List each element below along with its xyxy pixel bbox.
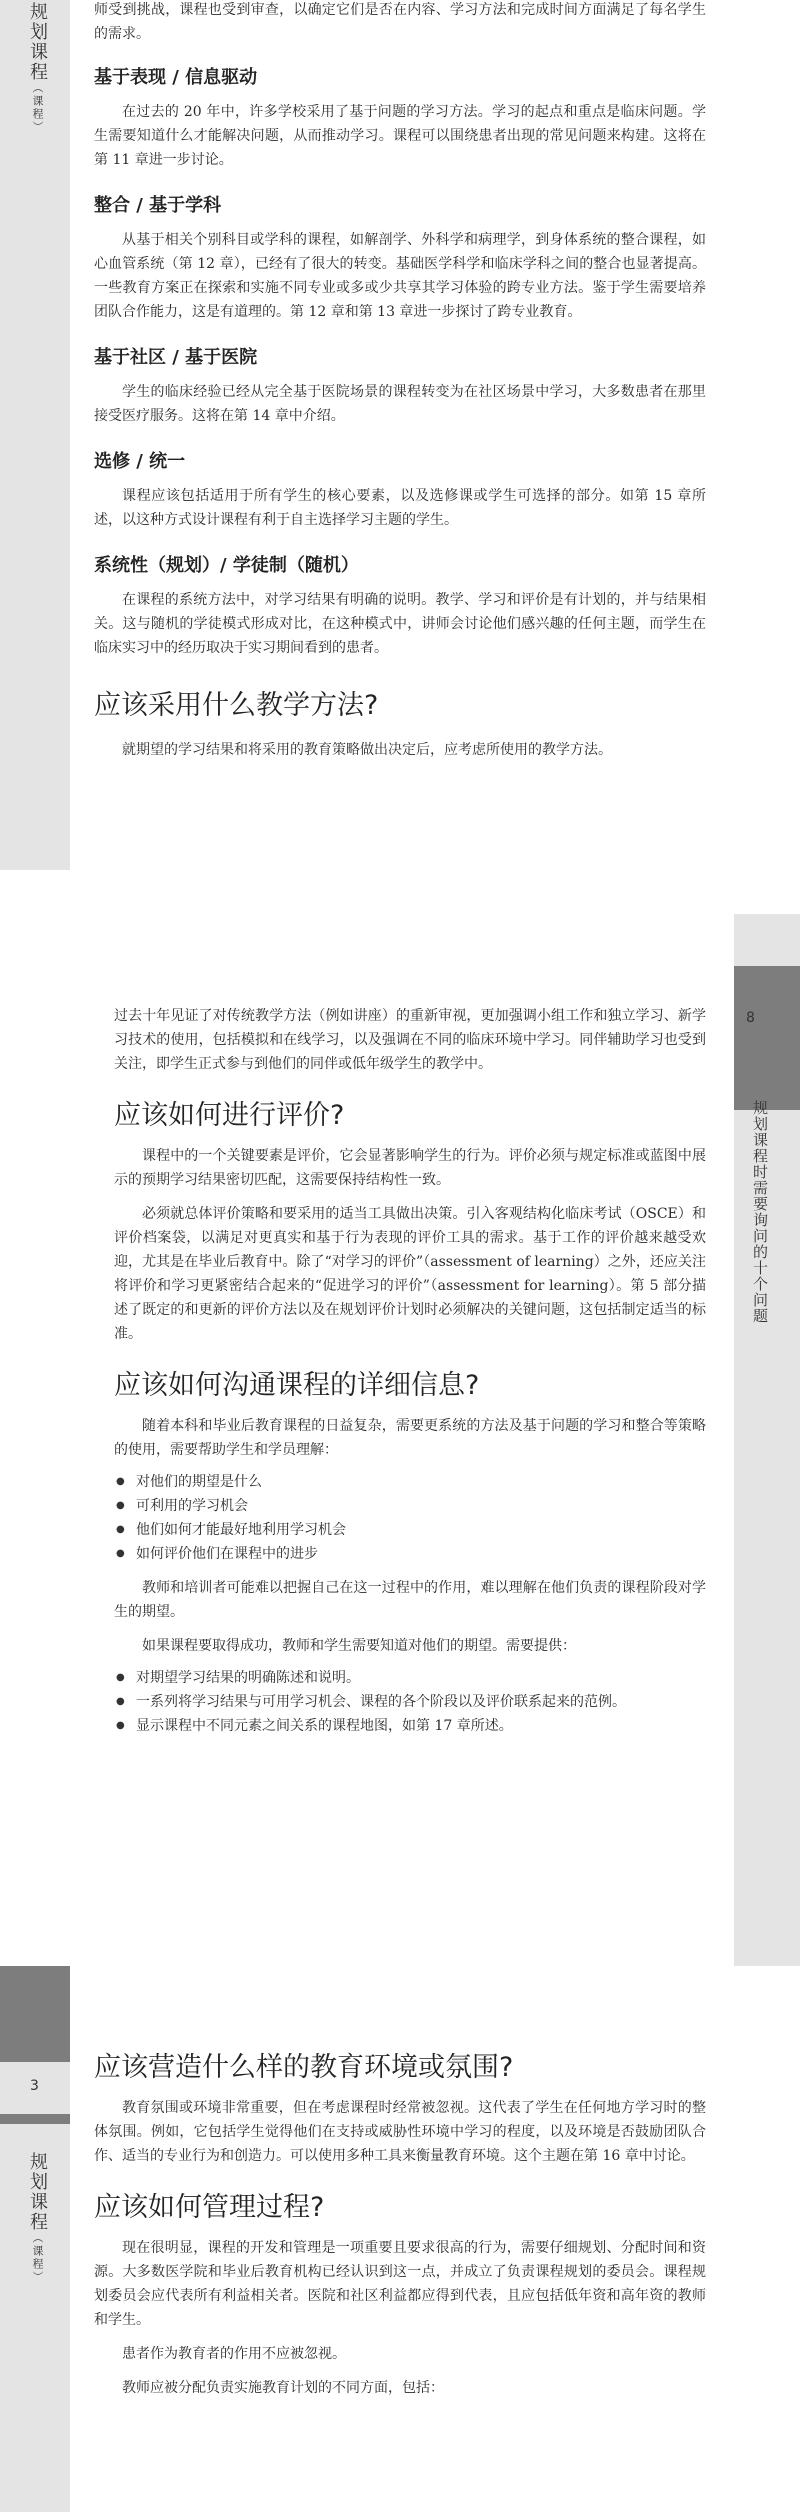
section-paragraph: 学生的临床经验已经从完全基于医院场景的课程转变为在社区场景中学习，大多数患者在那里接受医疗服务。这将在第 14 章中介绍。 (94, 384, 706, 424)
section-heading: 整合 / 基于学科 (94, 195, 222, 216)
environment-paragraph: 教育氛围或环境非常重要，但在考虑课程时经常被忽视。这代表了学生在任何地方学习时的整体氛围。例如，它包括学生觉得他们在支持或威胁性环境中学习的程度，以及环境是否鼓励团队合作、适当的专业行为和创造力。可以使用多种工具来衡量教育环境。这个主题在第 16 章中讨论。 (94, 2100, 706, 2164)
left-chapter-title: 规划课程 (27, 2, 48, 82)
section-heading: 基于社区 / 基于医院 (94, 347, 258, 368)
management-heading: 应该如何管理过程? (94, 2192, 325, 2223)
section-heading: 基于表现 / 信息驱动 (94, 67, 258, 88)
right-chapter-title: 规划课程时需要询问的十个问题 (751, 1100, 769, 1324)
assessment-paragraph-2: 必须就总体评价策略和要采用的适当工具做出决策。引入客观结构化临床考试（OSCE）和评价档案袋，以满足对更真实和基于行为表现的评价工具的需求。基于工作的评价越来越受欢迎，尤其是在毕业后教育中。除了“对学习的评价”（assessment of learning）之外，还应关注将评价和学习更紧密结合起来的“促进学习的评价”（assessment for learning）。第 5 部分描述了既定的和更新的评价方法以及在规划评价计划时必须解决的关键问题，这包括制定适当的标准。 (114, 1206, 706, 1342)
section-heading: 选修 / 统一 (94, 451, 186, 472)
teaching-methods-paragraph: 就期望的学习结果和将采用的教育策略做出决定后，应考虑所使用的教学方法。 (122, 742, 612, 758)
teaching-methods-heading: 应该采用什么教学方法? (94, 690, 379, 721)
list-item: ● 显示课程中不同元素之间关系的课程地图，如第 17 章所述。 (136, 1714, 706, 1738)
list-item: ● 他们如何才能最好地利用学习机会 (136, 1518, 706, 1542)
list-item: ● 如何评价他们在课程中的进步 (136, 1542, 706, 1566)
left-strip-dark (0, 1966, 70, 2062)
right-chapter-number: 8 (746, 1010, 755, 1026)
page-one (0, 0, 800, 870)
list-item: ● 对他们的期望是什么 (136, 1470, 706, 1494)
section-paragraph: 从基于相关个别科目或学科的课程，如解剖学、外科学和病理学，到身体系统的整合课程，如心血管系统（第 12 章），已经有了很大的转变。基础医学科学和临床学科之间的整合也显著提高。一些教育方案正在探索和实施不同专业或多或少共享其学习体验的跨专业方法。鉴于学生需要培养团队合作能力，这是有道理的。第 12 章和第 13 章进一步探讨了跨专业教育。 (94, 232, 706, 320)
environment-heading: 应该营造什么样的教育环境或氛围? (94, 2052, 514, 2083)
page-two (0, 870, 800, 1966)
left-chapter-subtitle: （课程） (31, 2232, 44, 2284)
list-item: ● 可利用的学习机会 (136, 1494, 706, 1518)
management-paragraph-1: 现在很明显，课程的开发和管理是一项重要且要求很高的行为，需要仔细规划、分配时间和资源。大多数医学院和毕业后教育机构已经认识到这一点，并成立了负责课程规划的委员会。课程规划委员会应代表所有利益相关者。医院和社区利益都应得到代表，且应包括低年资和高年资的教师和学生。 (94, 2240, 706, 2328)
page-three (0, 1966, 800, 2512)
communication-paragraph-2: 教师和培训者可能难以把握自己在这一过程中的作用，难以理解在他们负责的课程阶段对学生的期望。 (114, 1580, 706, 1620)
assessment-heading: 应该如何进行评价? (114, 1100, 345, 1131)
right-strip-top (734, 914, 800, 966)
communication-paragraph-3: 如果课程要取得成功，教师和学生需要知道对他们的期望。需要提供： (142, 1638, 576, 1654)
right-strip-dark (734, 966, 800, 1110)
communication-paragraph-1: 随着本科和毕业后教育课程的日益复杂，需要更系统的方法及基于问题的学习和整合等策略的使用，需要帮助学生和学员理解： (114, 1418, 706, 1458)
left-chapter-label (24, 2152, 50, 2284)
section-paragraph: 课程应该包括适用于所有学生的核心要素，以及选修课或学生可选择的部分。如第 15 章所述，以这种方式设计课程有利于自主选择学习主题的学生。 (94, 488, 706, 528)
management-paragraph-2: 患者作为教育者的作用不应被忽视。 (122, 2346, 346, 2362)
section-paragraph: 在过去的 20 年中，许多学校采用了基于问题的学习方法。学习的起点和重点是临床问题。学生需要知道什么才能解决问题，从而推动学习。课程可以围绕患者出现的常见问题来构建。这将在第 11 章进一步讨论。 (94, 104, 706, 168)
assessment-paragraph-1: 课程中的一个关键要素是评价，它会显著影响学生的行为。评价必须与规定标准或蓝图中展示的预期学习结果密切匹配，这需要保持结构性一致。 (114, 1148, 706, 1188)
page-one-body (94, 0, 706, 762)
left-chapter-label (24, 2, 50, 134)
page-three-body (94, 2052, 706, 2400)
list-item: ● 一系列将学习结果与可用学习机会、课程的各个阶段以及评价联系起来的范例。 (136, 1690, 706, 1714)
management-paragraph-3: 教师应被分配负责实施教育计划的不同方面，包括： (122, 2380, 444, 2396)
section-heading: 系统性（规划）/ 学徒制（随机） (94, 555, 359, 576)
left-chapter-number: 3 (30, 2078, 39, 2094)
left-strip-divider (0, 2114, 70, 2124)
section-paragraph: 在课程的系统方法中，对学习结果有明确的说明。教学、学习和评价是有计划的，并与结果相关。这与随机的学徒模式形成对比，在这种模式中，讲师会讨论他们感兴趣的任何主题，而学生在临床实习中的经历取决于实习期间看到的患者。 (94, 592, 706, 656)
expectations-list (114, 1470, 706, 1566)
list-item: ● 对期望学习结果的明确陈述和说明。 (136, 1666, 706, 1690)
left-chapter-subtitle: （课程） (31, 82, 44, 134)
intro-paragraph: 过去十年见证了对传统教学方法（例如讲座）的重新审视，更加强调小组工作和独立学习、新学习技术的使用，包括模拟和在线学习，以及强调在不同的临床环境中学习。同伴辅助学习也受到关注，即学生正式参与到他们的同伴或低年级学生的教学中。 (114, 1008, 706, 1072)
page-two-body (114, 1004, 706, 1738)
left-chapter-title: 规划课程 (27, 2152, 48, 2232)
provisions-list (114, 1666, 706, 1738)
communication-heading: 应该如何沟通课程的详细信息? (114, 1370, 480, 1401)
intro-paragraph: 师受到挑战，课程也受到审查，以确定它们是否在内容、学习方法和完成时间方面满足了每名学生的需求。 (94, 2, 706, 42)
